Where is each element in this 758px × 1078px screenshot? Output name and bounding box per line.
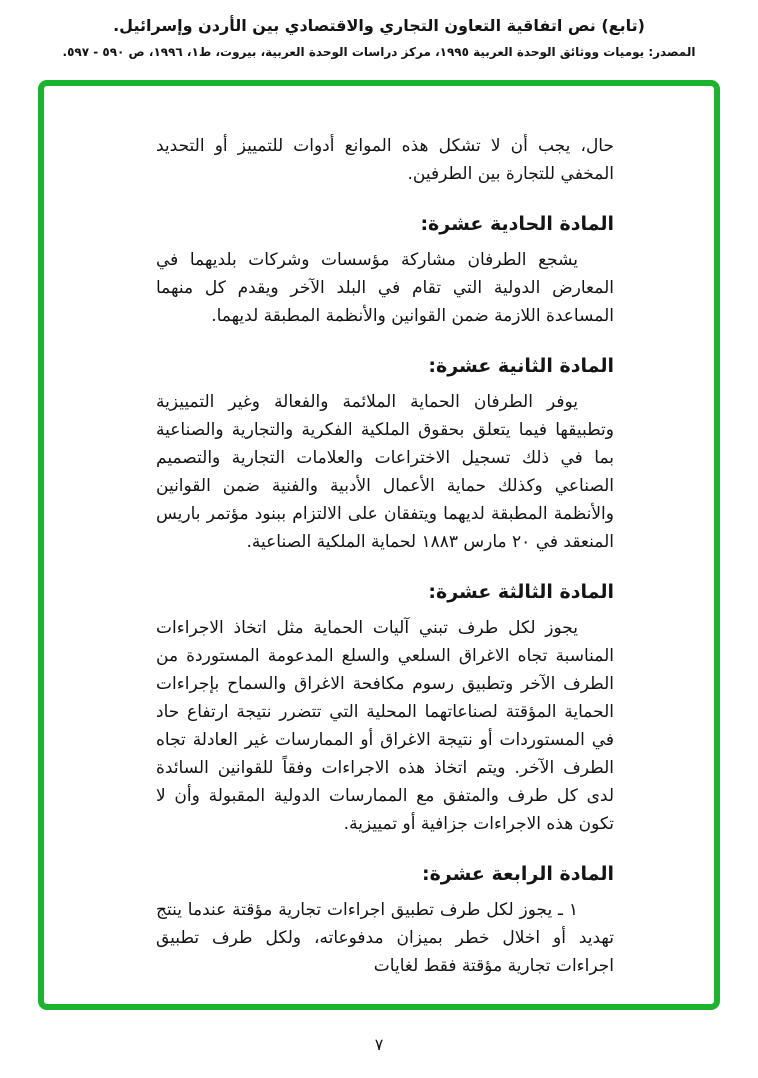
article-heading-fourteen: المادة الرابعة عشرة: [421,863,614,885]
article-fourteen-paragraph: ١ ـ يجوز لكل طرف تطبيق اجراءات تجارية مؤقتة عندما ينتج تهديد أو اخلال خطر بميزان مدفوعاته، ولكل طرف تطبيق اجراءات تجارية مؤقتة فقط لغايات [156,900,614,976]
article-heading-twelve: المادة الثانية عشرة: [428,355,614,377]
article-heading-eleven: المادة الحادية عشرة: [420,213,614,235]
paragraph-continuation: حال، يجب أن لا تشكل هذه الموانع أدوات للتمييز أو التحديد المخفي للتجارة بين الطرفين. [156,136,614,184]
page-number: ٧ [374,1035,384,1054]
article-thirteen-paragraph: يجوز لكل طرف تبني آليات الحماية مثل اتخاذ الاجراءات المناسبة تجاه الاغراق السلعي والسلع المدعومة المستوردة من الطرف الآخر وتطبيق رسوم مكافحة الاغراق والسماح بإجراءات الحماية المؤقتة لصناعاتهما المحلية التي تتضرر نتيجة ارتفاع حاد في المستوردات أو نتيجة الاغراق أو الممارسات غير العادلة تجاه الطرف الآخر. ويتم اتخاذ هذه الاجراءات وفقاً للقوانين السائدة لدى كل طرف والمتفق مع الممارسات الدولية المقبولة وأن لا تكون هذه الاجراءات جزافية أو تمييزية. [156,618,614,834]
text-column [156,132,614,980]
article-heading-thirteen: المادة الثالثة عشرة: [428,581,614,603]
page-title: (تابع) نص اتفاقية التعاون التجاري والاقتصادي بين الأردن وإسرائيل. [113,16,645,35]
source-line: المصدر: يوميات ووثائق الوحدة العربية ١٩٩٥، مركز دراسات الوحدة العربية، بيروت، ط١، ١٩٩٦، ص ٥٩٠ - ٥٩٧. [62,45,696,59]
article-eleven-paragraph: يشجع الطرفان مشاركة مؤسسات وشركات بلديهما في المعارض الدولية التي تقام في البلد الآخر ويقدم كل منهما المساعدة اللازمة ضمن القوانين والأنظمة المطبقة لديهما. [156,250,614,326]
page-header [0,14,758,61]
article-twelve-paragraph: يوفر الطرفان الحماية الملائمة والفعالة وغير التمييزية وتطبيقها فيما يتعلق بحقوق الملكية الفكرية والتجارية والصناعية بما في ذلك تسجيل الاختراعات والعلامات التجارية والتصميم الصناعي وكذلك حماية الأعمال الأدبية والفنية ضمن القوانين والأنظمة المطبقة لديهما ويتفقان على الالتزام ببنود مؤتمر باريس المنعقد في ٢٠ مارس ١٨٨٣ لحماية الملكية الصناعية. [156,392,614,552]
green-frame [38,80,720,1010]
